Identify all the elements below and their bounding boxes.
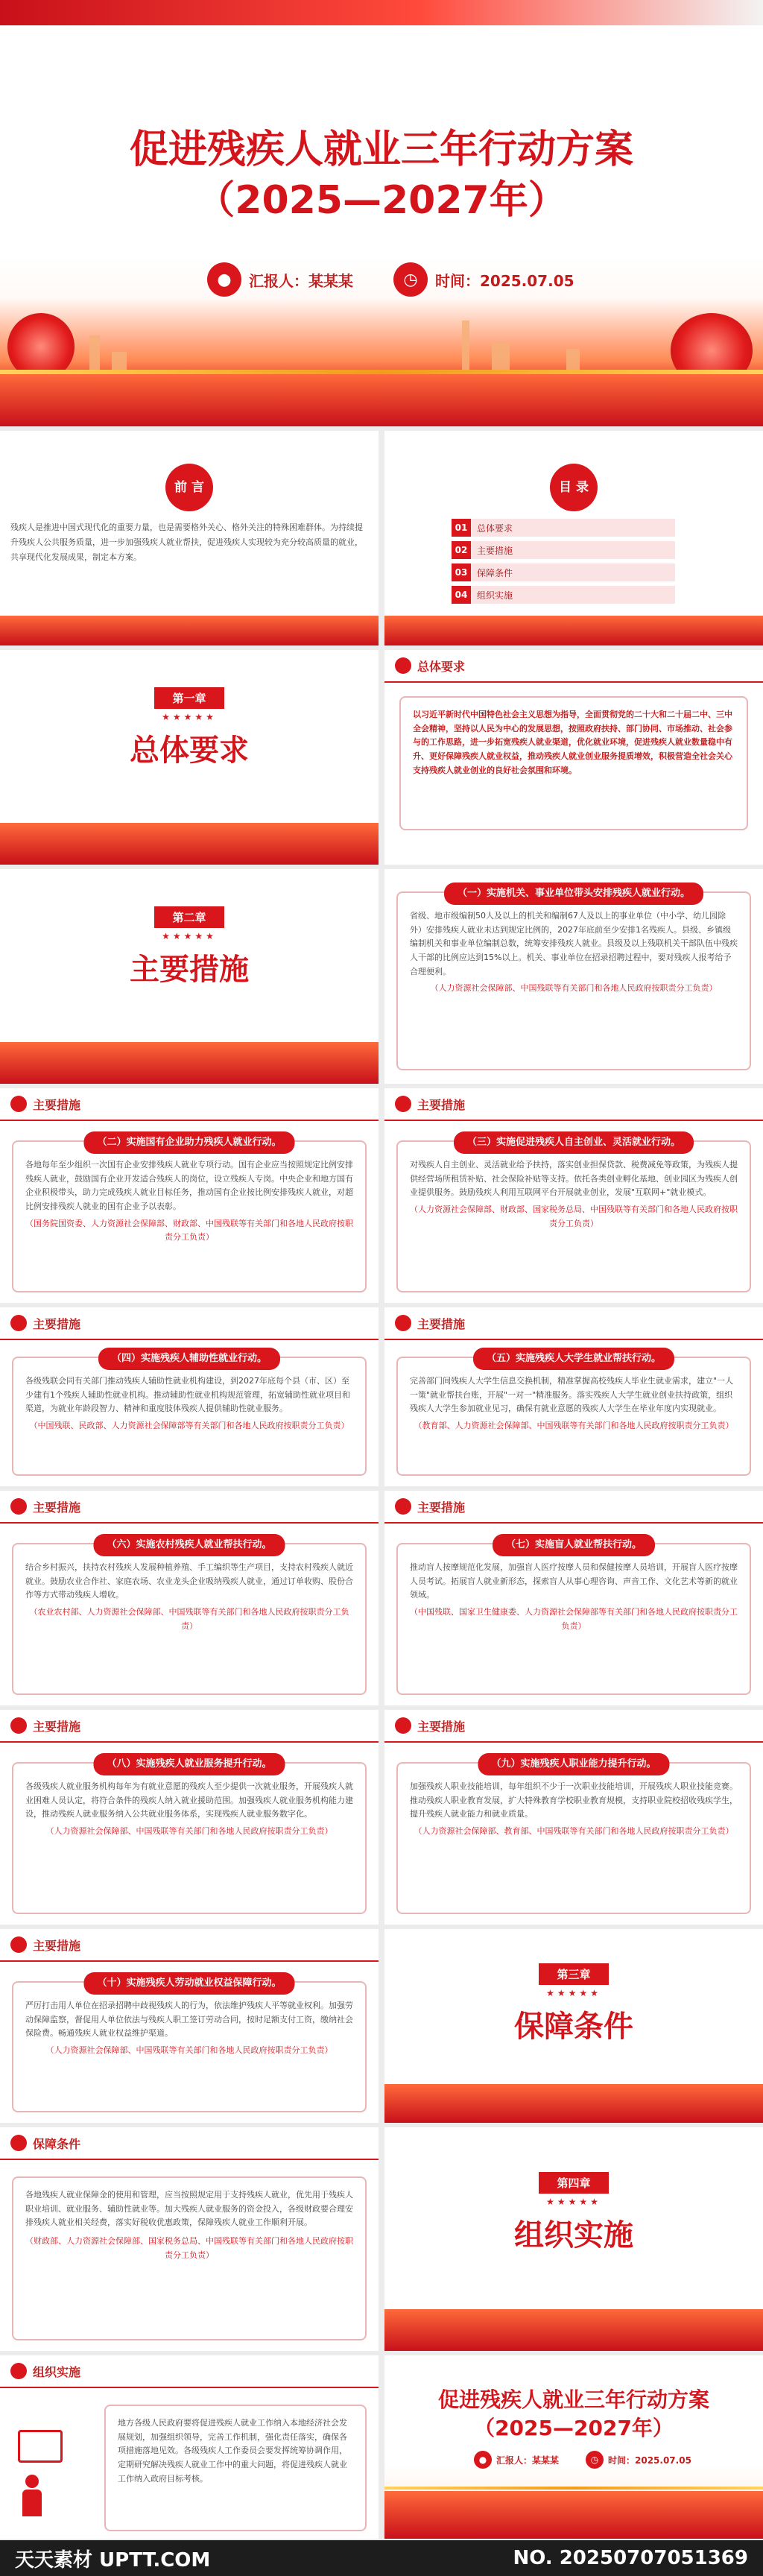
slide-header: 主要措施 [0,1929,379,1962]
bottom-red-wave [384,2309,763,2351]
reporter-pill [207,262,353,297]
measure10-box [12,1977,367,2112]
measure-text: 省级、地市级编制50人及以上的机关和编制67人及以上的事业单位（中小学、幼儿园除外）安排残疾人就业未达到规定比例的，2027年底前至少安排1名残疾人。县级、乡镇级编制机关和事业单位编制总数，统筹安排残疾人就业。县级及以上残联机关干部队伍中残疾人干部的比例应达到15%以上。机关、事业单位在招录招聘过程中，要对残疾人报考给予合理便利。 [410,911,738,976]
measure-text: 完善部门间残疾人大学生信息交换机制，精准掌握高校残疾人毕业生就业需求，建立"一人一策"就业帮扶台账，开展"一对一"精准服务。落实残疾人大学生就业创业扶持政策，组织残疾人大学生参加就业见习，确保有就业意愿的残疾人大学生在毕业年度内实现就业。 [410,1376,734,1414]
measure-note: （人力资源社会保障部、财政部、国家税务总局、中国残联等有关部门和各地人民政府按职责分工负责） [410,1205,738,1228]
toc-slide [384,431,763,645]
user-icon: ● [207,262,241,297]
chapter-name: 保障条件 [514,2010,633,2044]
time-pill [393,262,574,297]
measure-text: 对残疾人自主创业、灵活就业给予扶持，落实创业担保贷款、税费减免等政策，为残疾人提供经营场所租赁补贴、社会保险补贴等支持。依托各类创业孵化基地、创业园区为残疾人创业提供服务。鼓励残疾人利用互联网平台开展就业创业，发展"互联网+"就业模式。 [410,1160,738,1198]
measure-note: （中国残联、民政部、人力资源社会保障部等有关部门和各地人民政府按职责分工负责） [29,1421,349,1431]
header-dot-icon [10,2363,27,2379]
measure9-slide [384,1710,763,1925]
measure5-box [396,1353,751,1476]
slide-header: 主要措施 [0,1710,379,1743]
chapter-name: 组织实施 [514,2218,633,2253]
chapter1-slide [0,650,379,865]
watermark-footer [0,2540,763,2576]
header-dot-icon [395,1315,411,1331]
org-slide [0,2355,379,2539]
header-dot-icon [10,1936,27,1953]
measure-text: 加强残疾人职业技能培训，每年组织不少于一次职业技能培训，开展残疾人职业技能竞赛。推动残疾人职业教育发展，扩大特殊教育学校职业教育规模，支持职业院校招收残疾学生，提升残疾人就业能力和就业质量。 [410,1781,738,1819]
measure4-box [12,1353,367,1476]
slide-header: 主要措施 [384,1491,763,1524]
measure-caption: （九）实施残疾人职业能力提升行动。 [478,1753,669,1775]
measure9-box [396,1758,751,1914]
header-dot-icon [395,1096,411,1112]
measure10-slide [0,1929,379,2123]
measure1-box [396,888,751,1070]
general-text: 以习近平新时代中国特色社会主义思想为指导，全面贯彻党的二十大和二十届二中、三中全会精神，坚持以人民为中心的发展思想，按照政府扶持、部门协同、市场推动、社会参与的工作思路，进一步拓宽残疾人就业渠道，优化就业环境，促进残疾人就业数量稳中有升、更好保障残疾人就业权益，推动残疾人就业创业服务提质增效，积极营造全社会关心支持残疾人就业创业的良好社会氛围和环境。 [399,696,748,830]
bottom-red-wave [384,2491,763,2539]
bottom-red-wave [0,823,379,865]
measure-text: 各级残联会同有关部门推动残疾人辅助性就业机构建设，到2027年底每个县（市、区）至少建有1个残疾人辅助性就业机构。推动辅助性就业机构规范管理，拓宽辅助性就业项目和渠道，为就业年龄段智力、精神和重度肢体残疾人提供辅助性就业服务。 [25,1376,350,1414]
slide-header: 主要措施 [384,1307,763,1340]
measure4-slide [0,1307,379,1486]
top-red-ribbon [0,0,763,25]
gold-wave-line [384,2487,763,2490]
measure-text: 结合乡村振兴，扶持农村残疾人发展种植养殖、手工编织等生产项目，支持农村残疾人就近就业。鼓励农业合作社、家庭农场、农业龙头企业吸纳残疾人就业，通过订单收购、股份合作等方式带动残疾人增收。 [25,1562,353,1600]
chapter-number: 第三章 [539,1963,608,1985]
header-dot-icon [10,1717,27,1734]
chapter-number: 第一章 [154,687,224,709]
chapter2-title [0,906,379,988]
bottom-red-wave [384,2084,763,2123]
measure-caption: （十）实施残疾人劳动就业权益保障行动。 [83,1972,294,1995]
chapter1-title [0,687,379,769]
measure-note: （农业农村部、人力资源社会保障部、中国残联等有关部门和各地人民政府按职责分工负责） [29,1607,349,1631]
measure-note: （教育部、人力资源社会保障部、中国残联等有关部门和各地人民政府按职责分工负责） [414,1421,734,1431]
header-dot-icon [395,1498,411,1515]
guarantee-text: 各地残疾人就业保障金的使用和管理，应当按照规定用于支持残疾人就业，优先用于残疾人职业培训、就业服务、辅助性就业等。加大残疾人就业服务的资金投入，各级财政要合理安排残疾人就业相关经费，落实好税收优惠政策，保障残疾人就业工作顺利开展。 [25,2190,353,2228]
measure8-slide [0,1710,379,1925]
measure-note: （人力资源社会保障部、中国残联等有关部门和各地人民政府按职责分工负责） [45,1826,333,1837]
measure-caption: （三）实施促进残疾人自主创业、灵活就业行动。 [454,1131,694,1154]
toc-heading [384,464,763,511]
org-text: 地方各级人民政府要将促进残疾人就业工作纳入本地经济社会发展规划，加强组织领导，完善工作机制，强化责任落实，确保各项措施落地见效。各级残疾人工作委员会要发挥统筹协调作用，定期研究解决残疾人就业工作中的重大问题，将促进残疾人就业工作纳入政府目标考核。 [118,2418,347,2484]
star-row: ★★★★★ [546,2197,601,2207]
toc-item-1[interactable]: 01 总体要求 [452,519,675,537]
slide-header: 组织实施 [0,2355,379,2388]
clock-icon: ◷ [393,262,428,297]
guarantee-note: （财政部、人力资源社会保障部、国家税务总局、中国残联等有关部门和各地人民政府按职责分工负责） [25,2236,353,2260]
measure-note: （人力资源社会保障部、中国残联等有关部门和各地人民政府按职责分工负责） [430,983,718,994]
closing-reporter: ● 汇报人：某某某 [474,2451,559,2469]
org-box [104,2405,367,2531]
slide-header: 主要措施 [0,1491,379,1524]
measure-text: 各地每年至少组织一次国有企业安排残疾人就业专项行动。国有企业应当按照规定比例安排残疾人就业，鼓励国有企业开发适合残疾人的岗位，设立残疾人专岗。中央企业和地方国有企业积极带头，助力完成残疾人就业目标任务，推动国有企业按比例安排残疾人就业，对超比例安排残疾人就业的国有企业予以表彰。 [25,1160,353,1212]
toc-item-2[interactable]: 02 主要措施 [452,541,675,559]
measure7-box [396,1539,751,1695]
measure-text: 严厉打击用人单位在招录招聘中歧视残疾人的行为，依法维护残疾人平等就业权利。加强劳动保障监察，督促用人单位依法与残疾人职工签订劳动合同，按时足额支付工资，缴纳社会保险费。畅通残疾人就业权益维护渠道。 [25,2001,353,2039]
cover-title: 促进残疾人就业三年行动方案 [129,127,633,172]
measure-caption: （八）实施残疾人就业服务提升行动。 [93,1753,285,1775]
chapter-number: 第二章 [154,906,224,928]
star-row: ★★★★★ [162,712,217,722]
closing-subtitle: （2025—2027年） [474,2416,674,2440]
bottom-red-wave [0,374,763,426]
measure-caption: （六）实施农村残疾人就业帮扶行动。 [93,1534,285,1556]
closing-title: 促进残疾人就业三年行动方案 [437,2387,709,2412]
chapter-number: 第四章 [539,2172,608,2194]
bottom-red-wave [0,1042,379,1084]
measure8-box [12,1758,367,1914]
star-row: ★★★★★ [162,931,217,941]
slide-header: 主要措施 [0,1088,379,1121]
measure-note: （中国残联、国家卫生健康委、人力资源社会保障部等有关部门和各地人民政府按职责分工负责） [410,1607,738,1631]
measure-caption: （二）实施国有企业助力残疾人就业行动。 [83,1131,294,1154]
measure-caption: （一）实施机关、事业单位带头安排残疾人就业行动。 [444,883,703,905]
chapter4-slide [384,2127,763,2351]
guarantee-box [12,2176,367,2340]
measure-caption: （五）实施残疾人大学生就业帮扶行动。 [473,1348,674,1370]
preface-slide [0,431,379,645]
chapter-name: 总体要求 [130,733,249,768]
guarantee-slide [0,2127,379,2351]
toc-badge: 目 录 [550,464,598,511]
measure-text: 各级残疾人就业服务机构每年为有就业意愿的残疾人至少提供一次就业服务，开展残疾人就业困难人员认定，将符合条件的残疾人纳入就业援助范围。加强残疾人就业服务机构能力建设，推动残疾人就业服务纳入公共就业服务体系，实现残疾人就业服务数字化。 [25,1781,353,1819]
measure-note: （人力资源社会保障部、中国残联等有关部门和各地人民政府按职责分工负责） [45,2045,333,2056]
header-dot-icon [10,1315,27,1331]
measure-text: 推动盲人按摩规范化发展，加强盲人医疗按摩人员和保健按摩人员培训，开展盲人医疗按摩人员考试。拓展盲人就业新形态，探索盲人从事心理咨询、声音工作、文化艺术等新的就业领域。 [410,1562,738,1600]
preface-badge: 前 言 [165,464,213,511]
measure-note: （人力资源社会保障部、教育部、中国残联等有关部门和各地人民政府按职责分工负责） [414,1826,734,1837]
measure5-slide [384,1307,763,1486]
presenter-illustration [18,2430,85,2519]
measure2-box [12,1137,367,1292]
closing-slide [384,2355,763,2539]
slide-header: 主要措施 [0,1307,379,1340]
measure1-slide [384,869,763,1084]
toc-item-4[interactable]: 04 组织实施 [452,586,675,604]
header-dot-icon [10,1096,27,1112]
general-slide [384,650,763,865]
asset-number: NO. 20250707051369 [513,2547,748,2569]
bottom-red-wave [0,616,379,645]
header-dot-icon [395,1717,411,1734]
measure-caption: （七）实施盲人就业帮扶行动。 [493,1534,655,1556]
header-dot-icon [10,2135,27,2151]
measure-caption: （四）实施残疾人辅助性就业行动。 [98,1348,280,1370]
slide-header: 主要措施 [384,1088,763,1121]
measure3-box [396,1137,751,1292]
measure7-slide [384,1491,763,1705]
chapter3-title [384,1963,763,2045]
preface-text: 残疾人是推进中国式现代化的重要力量，也是需要格外关心、格外关注的特殊困难群体。为持续提升残疾人公共服务质量，进一步加强残疾人就业帮扶，促进残疾人实现较为充分较高质量的就业，共享现代化发展成果，制定本方案。 [10,523,363,562]
chapter-name: 主要措施 [130,953,249,987]
gold-wave-line [0,370,763,374]
chapter3-slide [384,1929,763,2123]
slide-header: 保障条件 [0,2127,379,2160]
measure6-slide [0,1491,379,1705]
site-watermark: 天天素材 UPTT.COM [15,2548,211,2572]
toc-item-3[interactable]: 03 保障条件 [452,564,675,581]
measure6-box [12,1539,367,1695]
header-dot-icon [10,1498,27,1515]
slide-header: 主要措施 [384,1710,763,1743]
clock-icon: ◷ [586,2451,604,2469]
bottom-red-wave [384,616,763,645]
user-icon: ● [474,2451,492,2469]
chapter2-slide [0,869,379,1084]
closing-time: ◷ 时间：2025.07.05 [586,2451,691,2469]
star-row: ★★★★★ [546,1988,601,1998]
measure2-slide [0,1088,379,1303]
measure-note: （国务院国资委、人力资源社会保障部、财政部、中国残联等有关部门和各地人民政府按职责分工负责） [25,1218,353,1243]
measure3-slide [384,1088,763,1303]
reporter-label: 汇报人：某某某 [249,271,353,290]
preface-heading [0,464,379,511]
time-label: 时间：2025.07.05 [435,271,574,290]
chapter4-title [384,2172,763,2254]
cover-slide [0,0,763,426]
slide-header: 总体要求 [384,650,763,683]
cover-subtitle: （2025—2027年） [196,178,567,223]
header-dot-icon [395,657,411,674]
